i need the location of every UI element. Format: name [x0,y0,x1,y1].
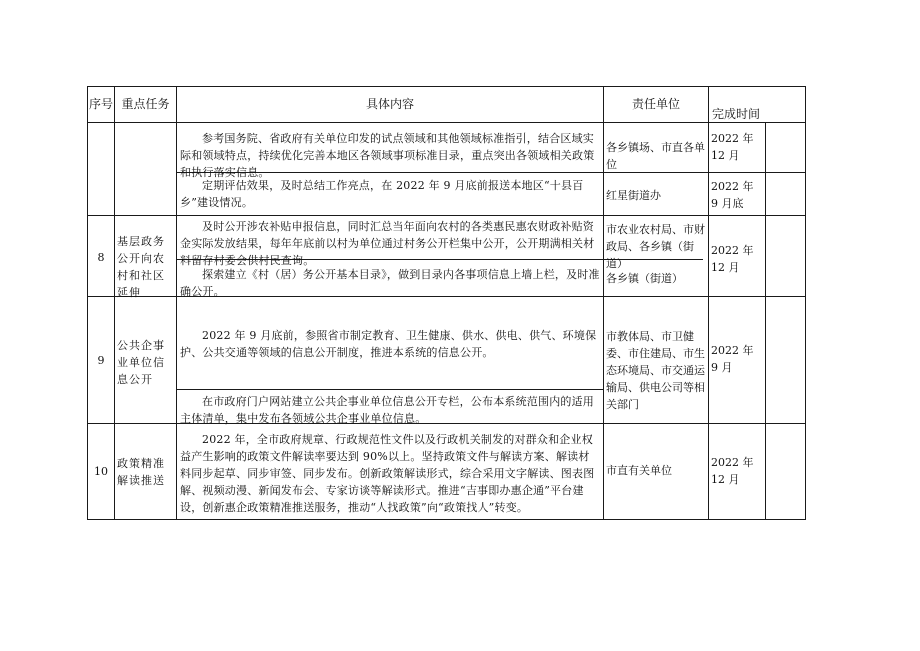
table-border [765,122,766,520]
row-seq: 10 [94,465,108,478]
row-time: 2022 年 9 月底 [711,180,754,210]
row-content: 2022 年 9 月底前，参照省市制定教育、卫生健康、供水、供电、供气、环境保护、公共交通等领域的信息公开制度，推进本系统的信息公开。 [180,329,597,359]
row-seq: 8 [97,251,105,264]
row-content: 2022 年，全市政府规章、行政规范性文件以及行政机关制发的对群众和企业权益产生影响的政策文件解读率要达到 90%以上。坚持政策文件与解读方案、解读材料同步起草、同步审签、同步发布。创新政策解读形式，综合采用文字解读、图表图解、视频动漫、新闻发布会、专家访谈等解读形式。推进“吉事即办惠企通”平台建设，创新惠企政策精准推送服务，推动“人找政策”向“政策找人”转变。 [180,433,595,514]
header-content: 具体内容 [365,97,414,111]
row-content: 参考国务院、省政府有关单位印发的试点领域和其他领域标准指引，结合区域实际和领域特点，持续优化完善本地区各领域事项标准目录，重点突出各领域相关政策和执行落实信息。 [180,132,595,179]
table-border [176,86,177,520]
row-content: 定期评估效果，及时总结工作亮点，在 2022 年 9 月底前报送本地区“十县百乡”建设情况。 [180,179,584,209]
header-seq: 序号 [88,97,113,111]
row-unit: 市直有关单位 [606,464,672,477]
table-border [114,86,115,520]
table-border [708,86,709,520]
row-time: 2022 年 12 月 [711,244,754,274]
header-task: 重点任务 [121,97,170,111]
header-time: 完成时间 [712,107,761,121]
row-unit: 红星街道办 [606,189,661,202]
row-seq: 9 [97,354,105,367]
row-task: 政策精准解读推送 [117,457,165,487]
table-border [176,389,603,390]
row-time: 2022 年 9 月 [711,344,754,374]
table-border [805,86,806,520]
row-content: 及时公开涉农补贴申报信息，同时汇总当年面向农村的各类惠民惠农财政补贴资金实际发放结果，每年年底前以村为单位通过村务公开栏集中公开，公开期满相关材料留存村委会供村民查询。 [180,220,595,267]
header-unit: 责任单位 [631,97,680,111]
row-time: 2022 年 12 月 [711,456,754,486]
table-border [87,215,805,216]
row-unit: 各乡镇场、市直各单位 [606,141,705,171]
table-border [87,122,805,123]
row-unit: 市教体局、市卫健委、市住建局、市生态环境局、市交通运输局、供电公司等相关部门 [606,330,705,411]
row-content: 在市政府门户网站建立公共企事业单位信息公开专栏，公布本系统范围内的适用主体清单，集中发布各领域公共企事业单位信息。 [180,395,594,425]
table-border [603,86,604,520]
row-content: 探索建立《村（居）务公开基本目录》，做到目录内各事项信息上墙上栏，及时准确公开。 [180,268,600,298]
table-border [87,86,88,520]
row-task: 公共企事业单位信息公开 [117,339,165,386]
table-border [87,86,805,87]
row-unit: 市农业农村局、市财政局、各乡镇（街道） [606,223,705,270]
row-unit: 各乡镇（街道） [606,272,683,285]
row-task: 基层政务公开向农村和社区延伸 [117,235,165,299]
table-border [87,519,805,520]
row-time: 2022 年 12 月 [711,132,754,162]
